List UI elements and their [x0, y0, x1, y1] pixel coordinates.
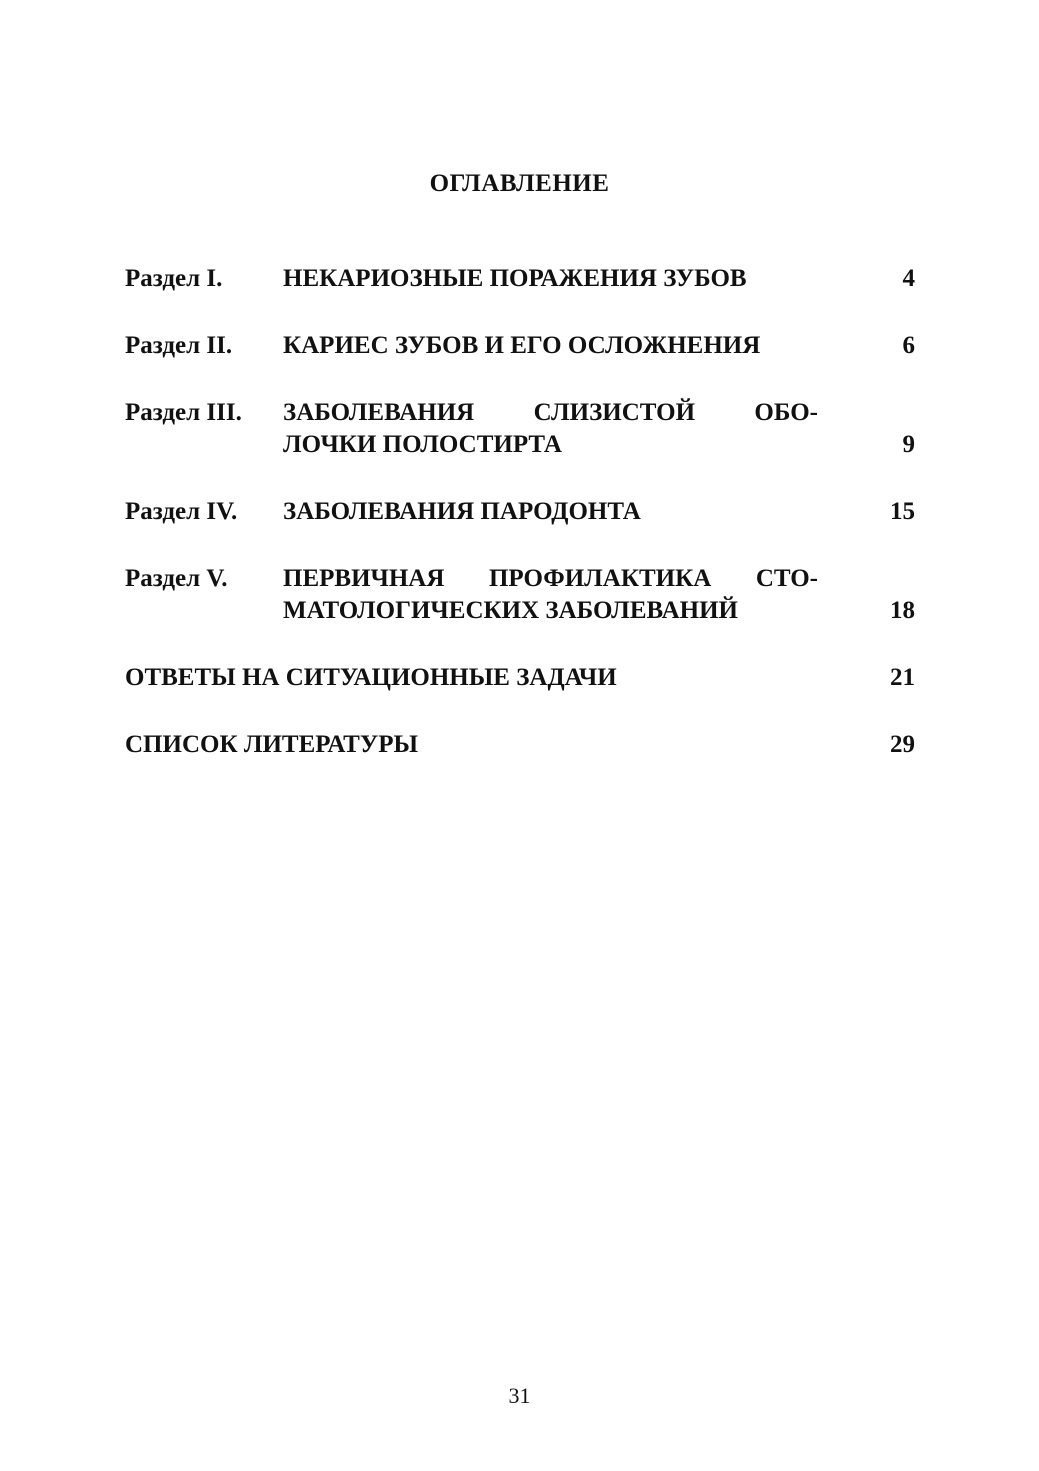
- toc-entry-title-line: НЕКАРИОЗНЫЕ ПОРАЖЕНИЯ ЗУБОВ: [283, 265, 747, 292]
- toc-entry-page-number: 21: [890, 664, 915, 691]
- toc-entry-title: [283, 263, 818, 295]
- page-title: ОГЛАВЛЕНИЕ: [429, 170, 610, 197]
- toc-entry-section-2[interactable]: [125, 330, 915, 362]
- toc-entry-label: Раздел III.: [125, 399, 242, 426]
- toc-entry-title: [125, 662, 825, 694]
- toc-entry-label: Раздел IV.: [125, 498, 238, 525]
- toc-entry-references[interactable]: [125, 729, 915, 761]
- toc-entry-title-line: ОТВЕТЫ НА СИТУАЦИОННЫЕ ЗАДАЧИ: [125, 664, 617, 691]
- toc-entry-title-line: ПЕРВИЧНАЯ ПРОФИЛАКТИКА СТО-: [283, 565, 818, 592]
- toc-entry-title-line: ЗАБОЛЕВАНИЯ ПАРОДОНТА: [283, 498, 641, 525]
- toc-entry-section-1[interactable]: [125, 263, 915, 295]
- toc-entry-title-line: СПИСОК ЛИТЕРАТУРЫ: [125, 731, 419, 758]
- toc-entry-page-number: 9: [902, 431, 915, 458]
- toc-entry-section-4[interactable]: [125, 496, 915, 528]
- toc-entry-title: [283, 496, 818, 528]
- toc-entry-title: [125, 729, 825, 761]
- toc-entry-title-line: ЛОЧКИ ПОЛОСТИРТА: [283, 431, 562, 458]
- toc-entry-title-line: КАРИЕС ЗУБОВ И ЕГО ОСЛОЖНЕНИЯ: [283, 332, 761, 359]
- toc-entry-page-number: 4: [902, 265, 915, 292]
- toc-entry-answers[interactable]: [125, 662, 915, 694]
- toc-entry-title: [283, 330, 818, 362]
- page-number: 31: [508, 1383, 531, 1408]
- toc-entry-section-3[interactable]: [125, 397, 915, 461]
- toc-entry-title-line: МАТОЛОГИЧЕСКИХ ЗАБОЛЕВАНИЙ: [283, 597, 738, 624]
- toc-entry-section-5[interactable]: [125, 563, 915, 627]
- toc-entry-page-number: 15: [890, 498, 915, 525]
- toc-entry-label: Раздел V.: [125, 565, 228, 592]
- toc-entry-page-number: 29: [890, 731, 915, 758]
- toc-entry-title: [283, 563, 818, 627]
- toc-entry-page-number: 6: [902, 332, 915, 359]
- toc-entry-label: Раздел I.: [125, 265, 223, 292]
- toc-entry-title: [283, 397, 818, 461]
- toc-entry-title-line: ЗАБОЛЕВАНИЯ СЛИЗИСТОЙ ОБО-: [283, 399, 818, 426]
- toc-entry-label: Раздел II.: [125, 332, 233, 359]
- toc-entry-page-number: 18: [890, 597, 915, 624]
